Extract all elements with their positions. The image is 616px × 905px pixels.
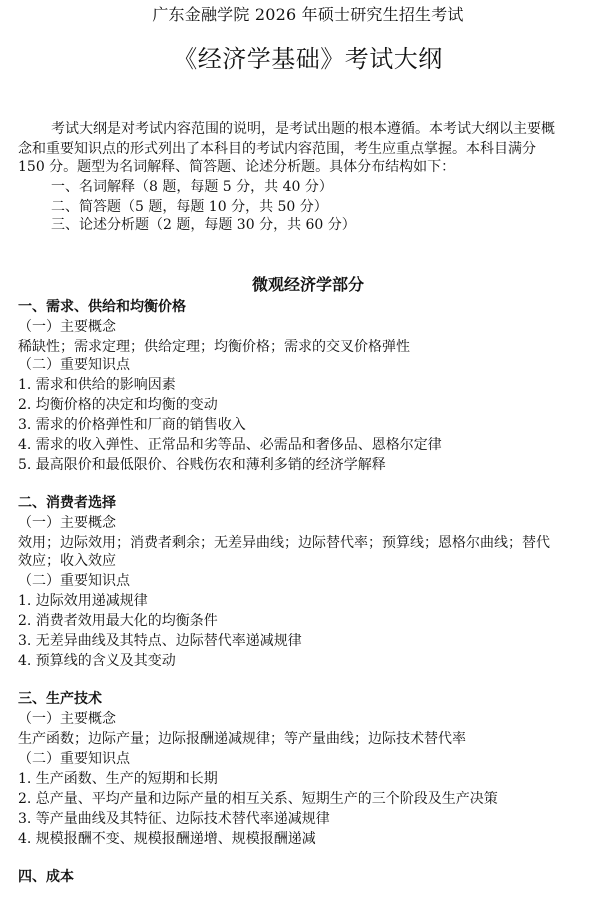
knowledge-point: 3. 无差异曲线及其特点、边际替代率递减规律 xyxy=(18,633,302,649)
subsection-heading: （一）主要概念 xyxy=(18,319,116,335)
subsection-heading: （二）重要知识点 xyxy=(18,751,130,767)
question-type-item: 二、简答题（5 题，每题 10 分，共 50 分） xyxy=(51,199,328,215)
subsection-heading: （二）重要知识点 xyxy=(18,573,130,589)
knowledge-point: 1. 需求和供给的影响因素 xyxy=(18,377,176,393)
knowledge-point: 2. 消费者效用最大化的均衡条件 xyxy=(18,613,218,629)
question-type-item: 三、论述分析题（2 题，每题 30 分，共 60 分） xyxy=(51,217,356,233)
knowledge-point: 2. 均衡价格的决定和均衡的变动 xyxy=(18,397,218,413)
subsection-heading: （一）主要概念 xyxy=(18,711,116,727)
knowledge-point: 1. 边际效用递减规律 xyxy=(18,593,148,609)
chapter-heading: 三、生产技术 xyxy=(18,691,102,707)
knowledge-point: 2. 总产量、平均产量和边际产量的相互关系、短期生产的三个阶段及生产决策 xyxy=(18,791,498,807)
subsection-heading: （一）主要概念 xyxy=(18,515,116,531)
subsection-heading: （二）重要知识点 xyxy=(18,357,130,373)
concepts-line: 生产函数；边际产量；边际报酬递减规律；等产量曲线；边际技术替代率 xyxy=(18,731,466,747)
intro-line: 念和重要知识点的形式列出了本科目的考试内容范围，考生应重点掌握。本科目满分 xyxy=(18,141,536,157)
intro-line: 150 分。题型为名词解释、简答题、论述分析题。具体分布结构如下： xyxy=(18,159,456,175)
chapter-heading: 四、成本 xyxy=(18,869,74,885)
question-type-item: 一、名词解释（8 题，每题 5 分，共 40 分） xyxy=(51,179,333,195)
knowledge-point: 1. 生产函数、生产的短期和长期 xyxy=(18,771,218,787)
knowledge-point: 4. 规模报酬不变、规模报酬递增、规模报酬递减 xyxy=(18,831,316,847)
intro-line: 考试大纲是对考试内容范围的说明，是考试出题的根本遵循。本考试大纲以主要概 xyxy=(51,121,555,137)
knowledge-point: 3. 等产量曲线及其特征、边际技术替代率递减规律 xyxy=(18,811,330,827)
knowledge-point: 4. 预算线的含义及其变动 xyxy=(18,653,176,669)
chapter-heading: 二、消费者选择 xyxy=(18,495,116,511)
concepts-line: 稀缺性；需求定理；供给定理；均衡价格；需求的交叉价格弹性 xyxy=(18,339,410,355)
exam-header-line: 广东金融学院 2026 年硕士研究生招生考试 xyxy=(152,5,464,24)
knowledge-point: 4. 需求的收入弹性、正常品和劣等品、必需品和奢侈品、恩格尔定律 xyxy=(18,437,442,453)
knowledge-point: 3. 需求的价格弹性和厂商的销售收入 xyxy=(18,417,246,433)
chapter-heading: 一、需求、供给和均衡价格 xyxy=(18,299,186,315)
part-heading: 微观经济学部分 xyxy=(251,275,364,294)
concepts-line: 效应；收入效应 xyxy=(18,553,116,569)
knowledge-point: 5. 最高限价和最低限价、谷贱伤农和薄利多销的经济学解释 xyxy=(18,457,386,473)
concepts-line: 效用；边际效用；消费者剩余；无差异曲线；边际替代率；预算线；恩格尔曲线；替代 xyxy=(18,535,550,551)
document-title: 《经济学基础》考试大纲 xyxy=(173,45,443,73)
